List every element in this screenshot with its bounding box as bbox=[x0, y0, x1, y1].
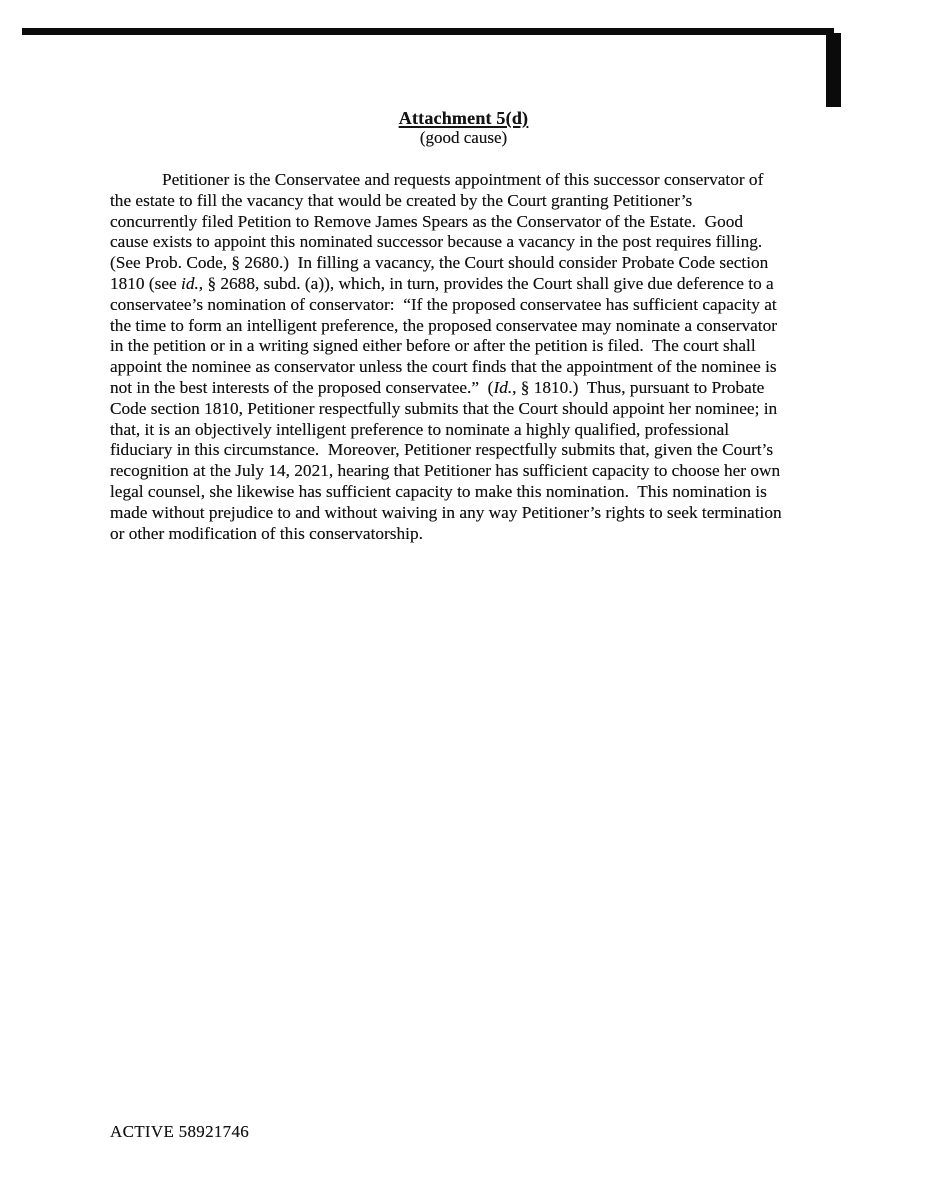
paragraph-line bbox=[110, 274, 782, 295]
attachment-title: Attachment 5(d) bbox=[398, 108, 529, 128]
line-text: not in the best interests of the proposed conservatee.” ( bbox=[110, 377, 494, 397]
paragraph-line bbox=[110, 253, 782, 274]
line-text: legal counsel, she likewise has sufficient capacity to make this nomination. This nomination is bbox=[110, 481, 767, 501]
paragraph-line bbox=[110, 524, 782, 545]
paragraph-line bbox=[110, 357, 782, 378]
scan-artifact-right-bar bbox=[826, 33, 841, 107]
paragraph-line bbox=[110, 440, 782, 461]
paragraph-line bbox=[110, 482, 782, 503]
line-text: the time to form an intelligent preference, the proposed conservatee may nominate a conservator bbox=[110, 315, 777, 335]
line-text: fiduciary in this circumstance. Moreover, Petitioner respectfully submits that, given the Court’s bbox=[110, 440, 774, 460]
line-text: the estate to fill the vacancy that would be created by the Court granting Petitioner’s bbox=[110, 190, 693, 210]
paragraph-line bbox=[110, 336, 782, 357]
paragraph-line bbox=[110, 170, 782, 191]
paragraph-line bbox=[110, 461, 782, 482]
line-text: 1810 (see bbox=[110, 273, 182, 293]
paragraph-line bbox=[110, 316, 782, 337]
document-id-footer: ACTIVE 58921746 bbox=[110, 1122, 250, 1141]
paragraph-line bbox=[110, 232, 782, 253]
paragraph-line bbox=[110, 191, 782, 212]
paragraph-line bbox=[110, 399, 782, 420]
body-paragraph bbox=[110, 170, 782, 544]
paragraph-line bbox=[110, 420, 782, 441]
paragraph-line bbox=[110, 212, 782, 233]
line-text: appoint the nominee as conservator unless the court finds that the appointment of the nominee is bbox=[110, 357, 777, 377]
citation-italic-text: id. bbox=[181, 273, 199, 293]
line-text: , § 2688, subd. (a)), which, in turn, provides the Court shall give due deference to a bbox=[198, 273, 774, 293]
line-text: made without prejudice to and without waiving in any way Petitioner’s rights to seek termination bbox=[110, 502, 782, 522]
line-text: recognition at the July 14, 2021, hearing that Petitioner has sufficient capacity to choose her own bbox=[110, 461, 781, 481]
line-text: (See Prob. Code, § 2680.) In filling a vacancy, the Court should consider Probate Code section bbox=[110, 253, 769, 273]
attachment-subtitle: (good cause) bbox=[419, 128, 508, 147]
attachment-title-block bbox=[0, 108, 927, 147]
line-text: that, it is an objectively intelligent preference to nominate a highly qualified, professional bbox=[110, 419, 730, 439]
line-text: conservatee’s nomination of conservator: “If the proposed conservatee has sufficient capacity at bbox=[110, 294, 777, 314]
line-text: Code section 1810, Petitioner respectfully submits that the Court should appoint her nominee; in bbox=[110, 398, 778, 418]
citation-italic-text: Id. bbox=[493, 377, 513, 397]
line-text: cause exists to appoint this nominated successor because a vacancy in the post requires filling. bbox=[110, 232, 763, 252]
line-text: , § 1810.) Thus, pursuant to Probate bbox=[512, 377, 765, 397]
paragraph-line bbox=[110, 295, 782, 316]
paragraph-line bbox=[110, 378, 782, 399]
line-text: or other modification of this conservatorship. bbox=[110, 523, 423, 543]
scan-artifact-top-bar bbox=[22, 28, 834, 35]
line-text: Petitioner is the Conservatee and requests appointment of this successor conservator of bbox=[162, 170, 764, 189]
line-text: concurrently filed Petition to Remove James Spears as the Conservator of the Estate. Good bbox=[110, 211, 744, 231]
line-text: in the petition or in a writing signed either before or after the petition is filed. The court shall bbox=[110, 336, 756, 356]
paragraph-line bbox=[110, 503, 782, 524]
